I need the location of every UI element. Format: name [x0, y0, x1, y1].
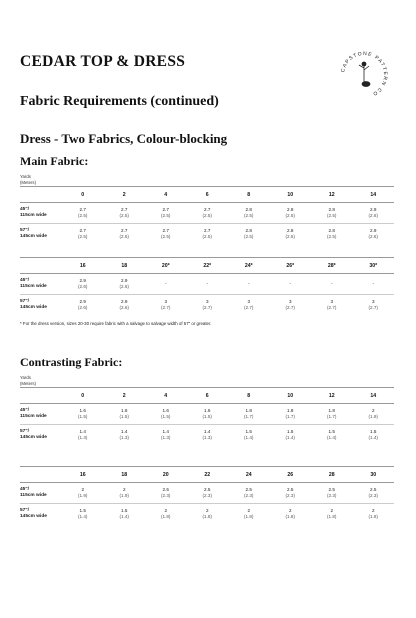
yardage-cell: 1.6 (1.5) [187, 404, 229, 425]
yardage-cell: 2 (1.9) [353, 404, 395, 425]
yardage-cell: 1.5 (1.4) [78, 508, 88, 519]
logo-text: CAPSTONE PATTERN CO [340, 50, 389, 98]
yardage-cell: 1.8 (1.7) [228, 404, 270, 425]
size-cell: 22* [187, 258, 229, 274]
yardage-cell: 2 (1.8) [368, 508, 378, 519]
size-cell: 26* [270, 258, 312, 274]
yardage-cell: 2.9 (2.6) [119, 299, 129, 310]
size-cell: 22 [187, 467, 229, 483]
size-cell: 2 [104, 187, 146, 203]
yardage-cell: 1.5 (1.4) [285, 429, 295, 440]
yardage-cell: 2.7 (2.5) [145, 203, 187, 224]
yardage-cell: 2.7 (2.5) [62, 203, 104, 224]
yardage-cell: 2.5 (2.3) [311, 483, 353, 504]
size-cell: 14 [353, 388, 395, 404]
yardage-cell: - [353, 274, 395, 295]
fabric-width-label: 45"/ 115cm wide [20, 274, 62, 295]
yardage-cell: 1.4 (1.3) [161, 429, 171, 440]
unit-meters: (Meters) [20, 180, 36, 185]
size-footnote: * For the dress version, sizes 20-30 require fabric with a salvage to salvage width of 57" or greater. [20, 321, 212, 326]
size-header-row [20, 258, 394, 274]
yardage-cell: 2.7 (2.5) [187, 203, 229, 224]
section-title: Dress - Two Fabrics, Colour-blocking [20, 131, 228, 146]
size-cell: 24* [228, 258, 270, 274]
yardage-cell: 1.8 (1.7) [311, 404, 353, 425]
table-row [20, 274, 394, 295]
yardage-cell: - [187, 274, 229, 295]
table-row [20, 504, 394, 525]
yardage-cell: 2 (1.9) [62, 483, 104, 504]
table-row [20, 224, 394, 245]
size-cell: 12 [311, 187, 353, 203]
yardage-cell: 2.8 (2.5) [285, 228, 295, 239]
table-row [20, 295, 394, 316]
yardage-cell: 2.7 (2.5) [202, 228, 212, 239]
yardage-cell: 1.5 (1.4) [368, 429, 378, 440]
size-cell: 0 [62, 187, 104, 203]
table-row [20, 425, 394, 446]
yardage-cell: 2.7 (2.5) [119, 228, 129, 239]
size-cell: 20 [145, 467, 187, 483]
size-table [20, 257, 394, 315]
size-cell: 8 [228, 187, 270, 203]
yardage-cell: 3 (2.7) [285, 299, 295, 310]
size-header-row [20, 187, 394, 203]
yardage-cell: 3 (2.7) [368, 299, 378, 310]
size-cell: 24 [228, 467, 270, 483]
yardage-cell: 3 (2.7) [327, 299, 337, 310]
yardage-cell: - [311, 274, 353, 295]
size-cell: 26 [270, 467, 312, 483]
fabric-width-label: 45"/ 115cm wide [20, 404, 62, 425]
size-cell: 0 [62, 388, 104, 404]
main-fabric-table-2 [20, 257, 394, 315]
size-cell: 8 [228, 388, 270, 404]
yardage-cell: - [228, 274, 270, 295]
yardage-cell: 2.5 (2.3) [187, 483, 229, 504]
yardage-cell: 1.6 (1.5) [104, 404, 146, 425]
size-header-row [20, 388, 394, 404]
yardage-cell: 1.8 (1.7) [270, 404, 312, 425]
yardage-cell: 2.8 (2.5) [311, 203, 353, 224]
size-cell: 18 [104, 258, 146, 274]
yardage-cell: 2.9 (2.6) [104, 274, 146, 295]
yardage-cell: 1.4 (1.3) [78, 429, 88, 440]
unit-yards: Yards [20, 375, 31, 380]
size-cell: 12 [311, 388, 353, 404]
size-cell: 16 [62, 258, 104, 274]
yardage-cell: 1.6 (1.5) [145, 404, 187, 425]
size-cell: 14 [353, 187, 395, 203]
main-fabric-table-1 [20, 174, 394, 244]
yardage-cell: 2 (1.8) [244, 508, 254, 519]
size-cell: 20* [145, 258, 187, 274]
unit-yards: Yards [20, 174, 31, 179]
yardage-cell: 2.8 (2.5) [244, 228, 254, 239]
size-cell: 4 [145, 187, 187, 203]
yardage-cell: 2.9 (2.6) [368, 228, 378, 239]
yardage-cell: 2 (1.8) [161, 508, 171, 519]
yardage-cell: 2.7 (2.5) [161, 228, 171, 239]
yardage-cell: 1.6 (1.5) [62, 404, 104, 425]
capstone-logo [337, 48, 391, 102]
size-cell: 10 [270, 187, 312, 203]
size-cell: 30 [353, 467, 395, 483]
table-row [20, 404, 394, 425]
contrasting-fabric-table-2 [20, 466, 394, 524]
size-header-row [20, 467, 394, 483]
fabric-width-label: 57"/ 145cm wide [20, 299, 47, 310]
yardage-cell: 2 (1.8) [202, 508, 212, 519]
size-cell: 4 [145, 388, 187, 404]
yardage-cell: - [145, 274, 187, 295]
page-subtitle: Fabric Requirements (continued) [20, 94, 219, 109]
contrasting-fabric-heading: Contrasting Fabric: [20, 355, 123, 369]
yardage-cell: 2.8 (2.5) [270, 203, 312, 224]
yardage-cell: 2.8 (2.5) [327, 228, 337, 239]
size-table [20, 186, 394, 244]
yardage-cell: 2.9 (2.6) [62, 274, 104, 295]
yardage-cell: 2.9 (2.6) [353, 203, 395, 224]
yardage-cell: 2 (1.8) [285, 508, 295, 519]
fabric-width-label: 57"/ 145cm wide [20, 228, 47, 239]
yardage-cell: 2 (1.8) [327, 508, 337, 519]
fabric-width-label: 57"/ 145cm wide [20, 429, 47, 440]
size-table [20, 387, 394, 445]
contrasting-fabric-table-1 [20, 375, 394, 445]
size-cell: 18 [104, 467, 146, 483]
yardage-cell: 2.9 (2.6) [78, 299, 88, 310]
size-cell: 28 [311, 467, 353, 483]
yardage-cell: 3 (2.7) [202, 299, 212, 310]
yardage-cell: 3 (2.7) [244, 299, 254, 310]
yardage-cell: 1.5 (1.4) [244, 429, 254, 440]
table-row [20, 203, 394, 224]
size-table [20, 466, 394, 524]
yardage-cell: 2 (1.9) [104, 483, 146, 504]
size-cell: 2 [104, 388, 146, 404]
yardage-cell: 2.7 (2.5) [104, 203, 146, 224]
yardage-cell: - [270, 274, 312, 295]
size-cell: 6 [187, 187, 229, 203]
yardage-cell: 2.5 (2.3) [270, 483, 312, 504]
page-title: CEDAR TOP & DRESS [20, 53, 186, 70]
yardage-cell: 2.5 (2.3) [228, 483, 270, 504]
yardage-cell: 3 (2.7) [161, 299, 171, 310]
fabric-width-label: 57"/ 145cm wide [20, 508, 47, 519]
table-row [20, 483, 394, 504]
fabric-width-label: 45"/ 115cm wide [20, 203, 62, 224]
fabric-width-label: 45"/ 115cm wide [20, 483, 62, 504]
yardage-cell: 2.5 (2.3) [145, 483, 187, 504]
size-cell: 30* [353, 258, 395, 274]
main-fabric-heading: Main Fabric: [20, 154, 89, 168]
yardage-cell: 1.5 (1.4) [327, 429, 337, 440]
size-cell: 16 [62, 467, 104, 483]
size-cell: 6 [187, 388, 229, 404]
unit-meters: (Meters) [20, 381, 36, 386]
yardage-cell: 2.8 (2.5) [228, 203, 270, 224]
yardage-cell: 1.4 (1.3) [202, 429, 212, 440]
yardage-cell: 1.4 (1.3) [119, 429, 129, 440]
size-cell: 28* [311, 258, 353, 274]
size-cell: 10 [270, 388, 312, 404]
yardage-cell: 2.7 (2.5) [78, 228, 88, 239]
yardage-cell: 2.5 (2.3) [353, 483, 395, 504]
yardage-cell: 1.5 (1.4) [119, 508, 129, 519]
